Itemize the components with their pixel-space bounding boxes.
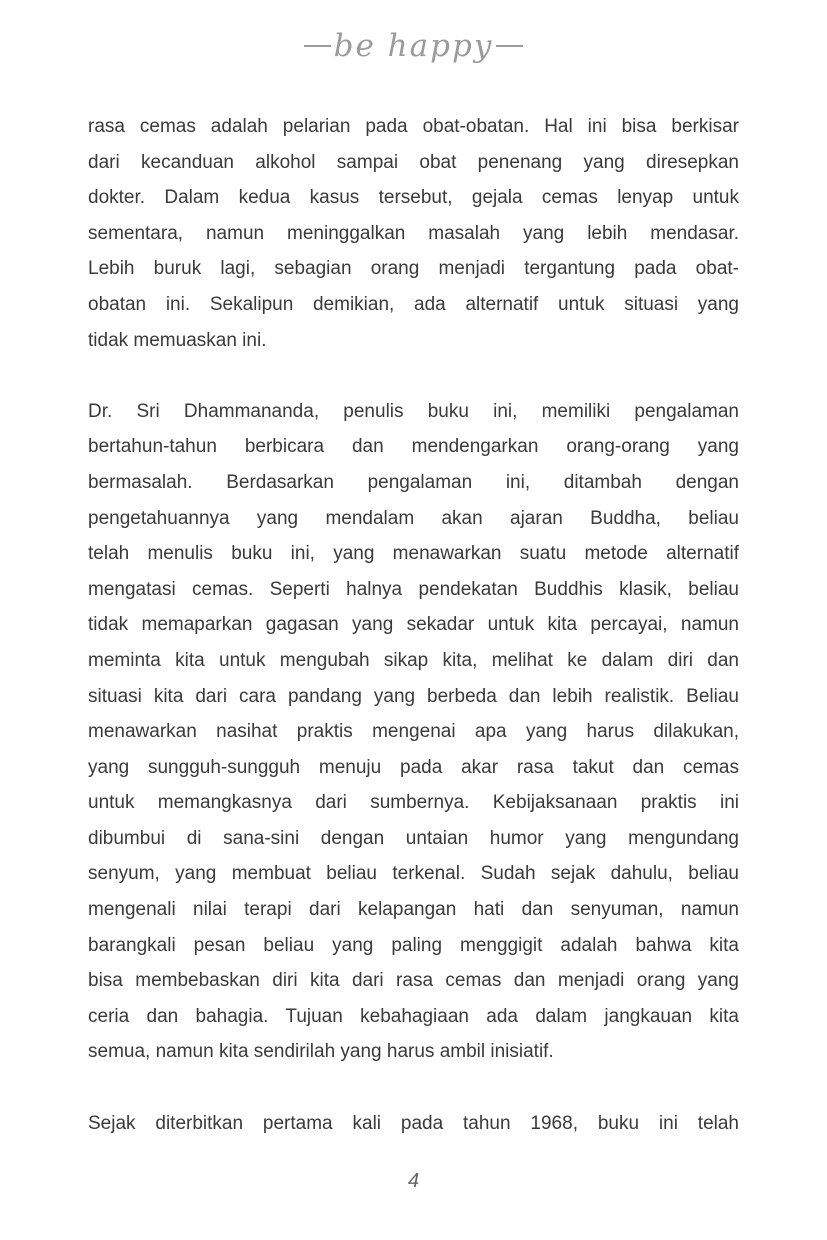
text-line: situasi kita dari cara pandang yang berbeda dan lebih realistik. Beliau bbox=[88, 685, 739, 707]
header-rule-left bbox=[304, 45, 331, 47]
text-line: pengetahuannya yang mendalam akan ajaran Buddha, beliau bbox=[88, 507, 739, 529]
text-line: bisa membebaskan diri kita dari rasa cemas dan menjadi orang yang bbox=[88, 970, 739, 992]
text-line: menawarkan nasihat praktis mengenai apa yang harus dilakukan, bbox=[88, 721, 739, 743]
text-line: Dr. Sri Dhammananda, penulis buku ini, memiliki pengalaman bbox=[88, 400, 739, 422]
text-line: senyum, yang membuat beliau terkenal. Sudah sejak dahulu, beliau bbox=[88, 863, 739, 885]
text-line: rasa cemas adalah pelarian pada obat-obatan. Hal ini bisa berkisar bbox=[88, 116, 739, 137]
body-text bbox=[88, 109, 739, 1141]
text-line: obatan ini. Sekalipun demikian, ada alternatif untuk situasi yang bbox=[88, 293, 739, 315]
text-line: bermasalah. Berdasarkan pengalaman ini, ditambah dengan bbox=[88, 471, 739, 493]
text-line: dokter. Dalam kedua kasus tersebut, gejala cemas lenyap untuk bbox=[88, 187, 739, 209]
text-line: Lebih buruk lagi, sebagian orang menjadi tergantung pada obat- bbox=[88, 258, 739, 280]
text-line: mengatasi cemas. Seperti halnya pendekatan Buddhis klasik, beliau bbox=[88, 578, 739, 600]
text-line: meminta kita untuk mengubah sikap kita, melihat ke dalam diri dan bbox=[88, 649, 739, 671]
page-number: 4 bbox=[407, 1170, 420, 1192]
header-title: be happy bbox=[333, 28, 494, 64]
page-footer bbox=[0, 1170, 827, 1193]
text-line: dari kecanduan alkohol sampai obat penenang yang diresepkan bbox=[88, 151, 739, 173]
text-line: ceria dan bahagia. Tujuan kebahagiaan ada dalam jangkauan kita bbox=[88, 1005, 739, 1027]
text-line: bertahun-tahun berbicara dan mendengarkan orang-orang yang bbox=[88, 436, 739, 458]
paragraph-3 bbox=[88, 1106, 739, 1142]
text-line: dibumbui di sana-sini dengan untaian humor yang mengundang bbox=[88, 827, 739, 849]
paragraph-2 bbox=[88, 394, 739, 1070]
paragraph-1 bbox=[88, 109, 739, 358]
text-line: mengenali nilai terapi dari kelapangan hati dan senyuman, namun bbox=[88, 899, 739, 921]
text-line: sementara, namun meninggalkan masalah yang lebih mendasar. bbox=[88, 222, 739, 244]
text-line: yang sungguh-sungguh menuju pada akar rasa takut dan cemas bbox=[88, 756, 739, 778]
text-line: telah menulis buku ini, yang menawarkan suatu metode alternatif bbox=[88, 543, 739, 565]
text-line: tidak memuaskan ini. bbox=[88, 329, 267, 351]
text-line: untuk memangkasnya dari sumbernya. Kebijaksanaan praktis ini bbox=[88, 792, 739, 814]
header-rule-right bbox=[496, 45, 523, 47]
text-line: semua, namun kita sendirilah yang harus ambil inisiatif. bbox=[88, 1041, 554, 1063]
page-header bbox=[0, 28, 827, 64]
text-line: Sejak diterbitkan pertama kali pada tahun 1968, buku ini telah bbox=[88, 1112, 739, 1134]
text-line: barangkali pesan beliau yang paling menggigit adalah bahwa kita bbox=[88, 934, 739, 956]
text-line: tidak memaparkan gagasan yang sekadar untuk kita percayai, namun bbox=[88, 614, 739, 636]
